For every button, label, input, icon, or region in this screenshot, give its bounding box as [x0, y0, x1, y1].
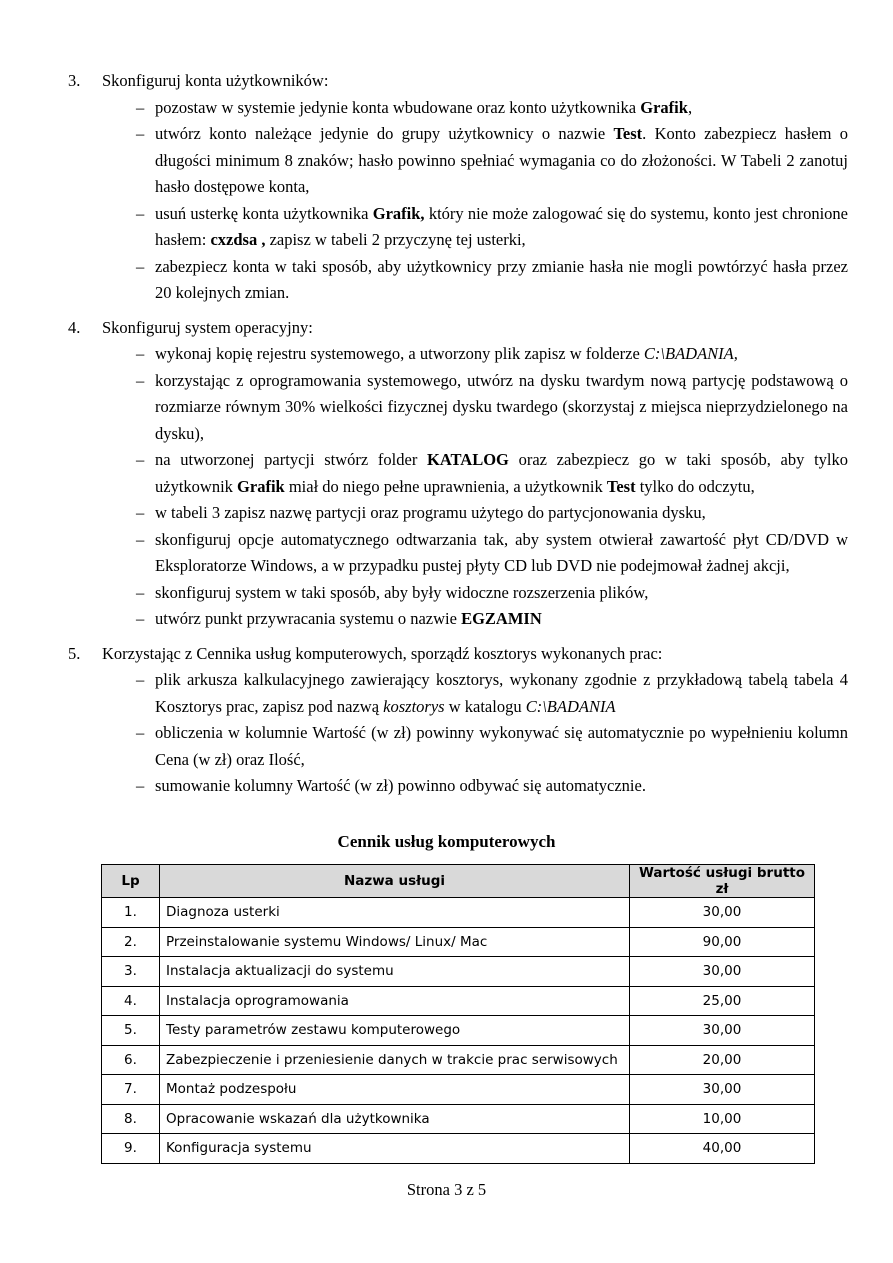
- header-service-name: Nazwa usługi: [160, 865, 630, 898]
- table-row: [102, 1016, 815, 1046]
- dash-bullet: –: [136, 529, 145, 549]
- dash-bullet: –: [136, 503, 145, 522]
- table-row: [102, 1045, 815, 1075]
- dash-bullet: –: [136, 124, 145, 143]
- dash-bullet: –: [136, 670, 145, 689]
- table-row: [102, 986, 815, 1016]
- bold-text: Test: [606, 476, 636, 496]
- table-body: [102, 898, 815, 1164]
- table-row: [102, 1104, 815, 1134]
- cell-service-name: Konfiguracja systemu: [160, 1134, 630, 1164]
- section-spacer: [68, 307, 848, 315]
- item-text: obliczenia w kolumnie Wartość (w zł) powinny wykonywać się automatycznie po wypełnieniu kolumn Cena (w zł) oraz Ilość,: [155, 723, 848, 769]
- dash-bullet: –: [136, 97, 145, 117]
- item-text: miał do niego pełne uprawnienia, a użytkownik: [284, 476, 607, 496]
- list-item: [102, 201, 848, 254]
- cell-service-name: Testy parametrów zestawu komputerowego: [160, 1016, 630, 1046]
- list-item: [102, 527, 848, 580]
- list-item: [102, 95, 848, 122]
- cell-lp: 3.: [102, 957, 160, 987]
- cell-value: 30,00: [630, 898, 815, 928]
- bold-text: Test: [613, 124, 643, 143]
- section-number: 5.: [68, 643, 81, 663]
- cell-service-name: Instalacja oprogramowania: [160, 986, 630, 1016]
- item-text: który nie może zalogować się do systemu, konto jest chronione hasłem:: [155, 203, 848, 249]
- item-text: w tabeli 3 zapisz nazwę partycji oraz programu użytego do partycjonowania dysku,: [155, 503, 706, 522]
- table-row: [102, 1134, 815, 1164]
- cell-lp: 7.: [102, 1075, 160, 1105]
- dash-bullet: –: [136, 582, 145, 602]
- section-title: Korzystając z Cennika usług komputerowych, sporządź kosztorys wykonanych prac:: [102, 643, 663, 663]
- dash-bullet: –: [136, 723, 145, 742]
- cell-value: 30,00: [630, 1016, 815, 1046]
- bullet-list: [102, 341, 848, 633]
- cell-value: 30,00: [630, 957, 815, 987]
- italic-text: kosztorys: [383, 696, 445, 716]
- item-text: utwórz punkt przywracania systemu o nazwie: [155, 609, 462, 628]
- cell-service-name: Instalacja aktualizacji do systemu: [160, 957, 630, 987]
- list-item: [102, 606, 848, 633]
- cell-value: 20,00: [630, 1045, 815, 1075]
- bold-text: Grafik: [237, 476, 285, 496]
- item-text: . Konto zabezpiecz hasłem o długości minimum 8 znaków; hasło powinno spełniać wymagania co do złożoności. W Tabeli 2 zanotuj hasło dostępowe konta,: [155, 124, 848, 196]
- section-spacer: [68, 633, 848, 641]
- item-text: usuń usterkę konta użytkownika: [155, 203, 373, 223]
- bullet-list: [102, 667, 848, 800]
- section-4: [68, 315, 848, 633]
- dash-bullet: –: [136, 450, 145, 469]
- cell-service-name: Przeinstalowanie systemu Windows/ Linux/ Mac: [160, 927, 630, 957]
- instruction-list: [68, 68, 848, 800]
- cell-value: 90,00: [630, 927, 815, 957]
- section-3: [68, 68, 848, 307]
- bold-text: Grafik,: [372, 203, 425, 223]
- table-row: [102, 927, 815, 957]
- list-item: [102, 121, 848, 201]
- item-text: zabezpiecz konta w taki sposób, aby użytkownicy przy zmianie hasła nie mogli powtórzyć hasła przez 20 kolejnych zmian.: [155, 256, 848, 302]
- page-footer: Strona 3 z 5: [406, 1180, 487, 1199]
- dash-bullet: –: [136, 256, 145, 276]
- table-row: [102, 898, 815, 928]
- list-item: [102, 667, 848, 720]
- table-header-row: [102, 865, 815, 898]
- table-title: Cennik usług komputerowych: [337, 832, 556, 851]
- list-item: [102, 580, 848, 607]
- item-text: skonfiguruj opcje automatycznego odtwarzania tak, aby system otwierał zawartość płyt CD/DVD w Eksploratorze Windows, a w przypadku pustej płyty CD lub DVD nie podejmował żadnej akcji,: [155, 529, 848, 575]
- list-item: [102, 773, 848, 800]
- list-item: [102, 254, 848, 307]
- bold-text: EGZAMIN: [461, 609, 542, 628]
- price-table: [101, 864, 815, 1164]
- item-text: sumowanie kolumny Wartość (w zł) powinno odbywać się automatycznie.: [155, 776, 646, 795]
- dash-bullet: –: [136, 203, 145, 223]
- section-title: Skonfiguruj system operacyjny:: [102, 317, 313, 337]
- italic-text: C:\BADANIA: [525, 696, 616, 716]
- item-text: oraz zabezpiecz go w taki sposób, aby tylko użytkownik: [155, 450, 848, 496]
- cell-value: 30,00: [630, 1075, 815, 1105]
- cell-lp: 8.: [102, 1104, 160, 1134]
- cell-service-name: Montaż podzespołu: [160, 1075, 630, 1105]
- item-text: skonfiguruj system w taki sposób, aby były widoczne rozszerzenia plików,: [155, 582, 649, 602]
- cell-service-name: Zabezpieczenie i przeniesienie danych w trakcie prac serwisowych: [160, 1045, 630, 1075]
- cell-lp: 9.: [102, 1134, 160, 1164]
- cell-value: 10,00: [630, 1104, 815, 1134]
- section-number: 3.: [68, 71, 81, 90]
- cell-service-name: Diagnoza usterki: [160, 898, 630, 928]
- item-text: ,: [687, 97, 693, 117]
- cell-lp: 6.: [102, 1045, 160, 1075]
- section-number: 4.: [68, 317, 81, 337]
- item-text: pozostaw w systemie jedynie konta wbudowane oraz konto użytkownika: [155, 97, 641, 117]
- section-5: [68, 641, 848, 800]
- cell-lp: 4.: [102, 986, 160, 1016]
- list-item: [102, 500, 848, 527]
- list-item: [102, 447, 848, 500]
- dash-bullet: –: [136, 344, 145, 363]
- header-lp: Lp: [102, 865, 160, 898]
- cell-lp: 5.: [102, 1016, 160, 1046]
- table-row: [102, 1075, 815, 1105]
- item-text: tylko do odczytu,: [635, 476, 755, 496]
- item-text: korzystając z oprogramowania systemowego, utwórz na dysku twardym nową partycję podstawową o rozmiarze równym 30% wielkości fizycznej dysku twardego (skorzystaj z miejsca nieprzydzielonego na dysku),: [155, 370, 848, 443]
- cell-lp: 2.: [102, 927, 160, 957]
- cell-value: 25,00: [630, 986, 815, 1016]
- cell-lp: 1.: [102, 898, 160, 928]
- table-row: [102, 957, 815, 987]
- bold-text: Grafik: [640, 97, 688, 117]
- bullet-list: [102, 95, 848, 307]
- list-item: [102, 720, 848, 773]
- item-text: w katalogu: [444, 696, 526, 716]
- dash-bullet: –: [136, 609, 145, 628]
- item-text: plik arkusza kalkulacyjnego zawierający kosztorys, wykonany zgodnie z przykładową tabelą tabela 4 Kosztorys prac, zapisz pod nazwą: [155, 670, 848, 716]
- item-text: na utworzonej partycji stwórz folder: [155, 450, 427, 469]
- dash-bullet: –: [136, 370, 145, 390]
- section-title: Skonfiguruj konta użytkowników:: [102, 71, 329, 90]
- item-text: wykonaj kopię rejestru systemowego, a utworzony plik zapisz w folderze: [155, 344, 644, 363]
- item-text: utwórz konto należące jedynie do grupy użytkownicy o nazwie: [155, 124, 614, 143]
- bold-text: KATALOG: [427, 450, 509, 469]
- dash-bullet: –: [136, 776, 145, 795]
- bold-text: cxzdsa ,: [210, 230, 266, 249]
- italic-text: C:\BADANIA,: [643, 344, 738, 363]
- cell-service-name: Opracowanie wskazań dla użytkownika: [160, 1104, 630, 1134]
- cell-value: 40,00: [630, 1134, 815, 1164]
- list-item: [102, 368, 848, 448]
- item-text: zapisz w tabeli 2 przyczynę tej usterki,: [265, 230, 526, 249]
- header-value: Wartość usługi brutto zł: [630, 865, 815, 898]
- list-item: [102, 341, 848, 368]
